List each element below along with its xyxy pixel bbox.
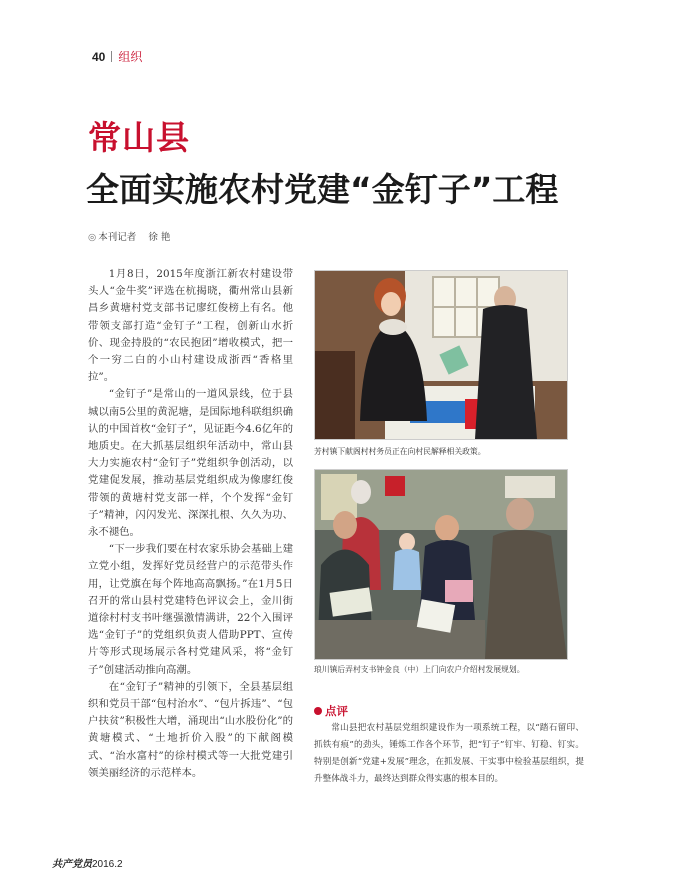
photo-village-service-desk-illustration	[315, 271, 567, 439]
photo-village-service-desk	[314, 270, 568, 440]
article-paragraph: “金钉子”是常山的一道风景线，位于县城以南5公里的黄泥塘，是国际地科联组织确认的中国首枚“金钉子”，见证距今4.6亿年的地质史。在大抓基层组织年活动中，常山县大力实施农村“金钉子”党组织争创活动，以党建促发展，推动基层党组织成为像廖红俊带领的黄塘村党支部一样，个个发挥“金钉子”精神，闪闪发光、深深扎根、久久为功、永不褪色。	[88, 388, 293, 539]
photo-caption: 琅川镇后弄村支书钟金良（中）上门向农户介绍村发展规划。	[314, 665, 525, 674]
article-title-line2: 全面实施农村党建“金钉子”工程	[86, 170, 559, 209]
article-paragraph: 1月8日，2015年度浙江新农村建设带头人“金牛奖”评选在杭揭晓，衢州常山县新昌乡黄塘村党支部书记廖红俊榜上有名。他带领支部打造“金钉子”工程，创新山水折价、现金持股的“农民抱团”增收模式，把一个一穷二白的小山村建设成浙西“香格里拉”。	[88, 268, 293, 384]
article-body	[88, 266, 293, 782]
byline	[88, 229, 170, 243]
review-heading	[314, 703, 348, 719]
review-paragraph: 常山县把农村基层党组织建设作为一项系统工程，以“踏石留印、抓铁有痕”的劲头，锤炼工作各个环节，把“钉子”钉牢、钉稳、钉实。特别是创新“党建+发展”理念，在抓发展、干实事中检验基层组织，提升整体战斗力，最终达到群众得实惠的根本目的。	[314, 723, 584, 784]
page-header	[92, 48, 142, 65]
byline-mark: ◎	[88, 232, 97, 243]
byline-role: 本刊记者	[98, 232, 137, 243]
article-paragraph: 在“金钉子”精神的引领下，全县基层组织和党员干部“包村治水”、“包片拆违”、“包户扶贫”积极性大增，涌现出“山水股份化”的黄塘模式、“土地折价入股”的下献阁模式、“治水富村”的徐村模式等一大批党建引领美丽经济的示范样本。	[88, 680, 293, 779]
photo-caption: 芳村镇下献阁村村务员正在向村民解释相关政策。	[314, 447, 486, 456]
header-divider	[111, 51, 112, 62]
review-body	[314, 720, 584, 788]
photo-village-secretary-visit	[314, 469, 568, 660]
article-paragraph: “下一步我们要在村农家乐协会基础上建立党小组，发挥好党员经营户的示范带头作用，让党旗在每个阵地高高飘扬。”在1月5日召开的常山县村党建特色评议会上，金川街道徐村村支书叶继强激情满讲，22个入围评选“金钉子”的党组织负责人借助PPT、宣传片等形式现场展示各村党建风采，将“金钉子”创建活动推向高潮。	[88, 543, 293, 676]
section-name: 组织	[118, 50, 143, 64]
byline-author: 徐 艳	[148, 232, 171, 243]
page-number: 40	[92, 50, 106, 64]
page-footer	[52, 855, 123, 870]
magazine-logo: 共产党员	[52, 859, 92, 870]
article-title-line1: 常山县	[88, 118, 190, 157]
red-dot-icon	[314, 707, 322, 715]
review-heading-label: 点评	[325, 704, 348, 718]
issue-number: 2016.2	[92, 859, 123, 870]
photo-village-secretary-visit-illustration	[315, 470, 567, 659]
